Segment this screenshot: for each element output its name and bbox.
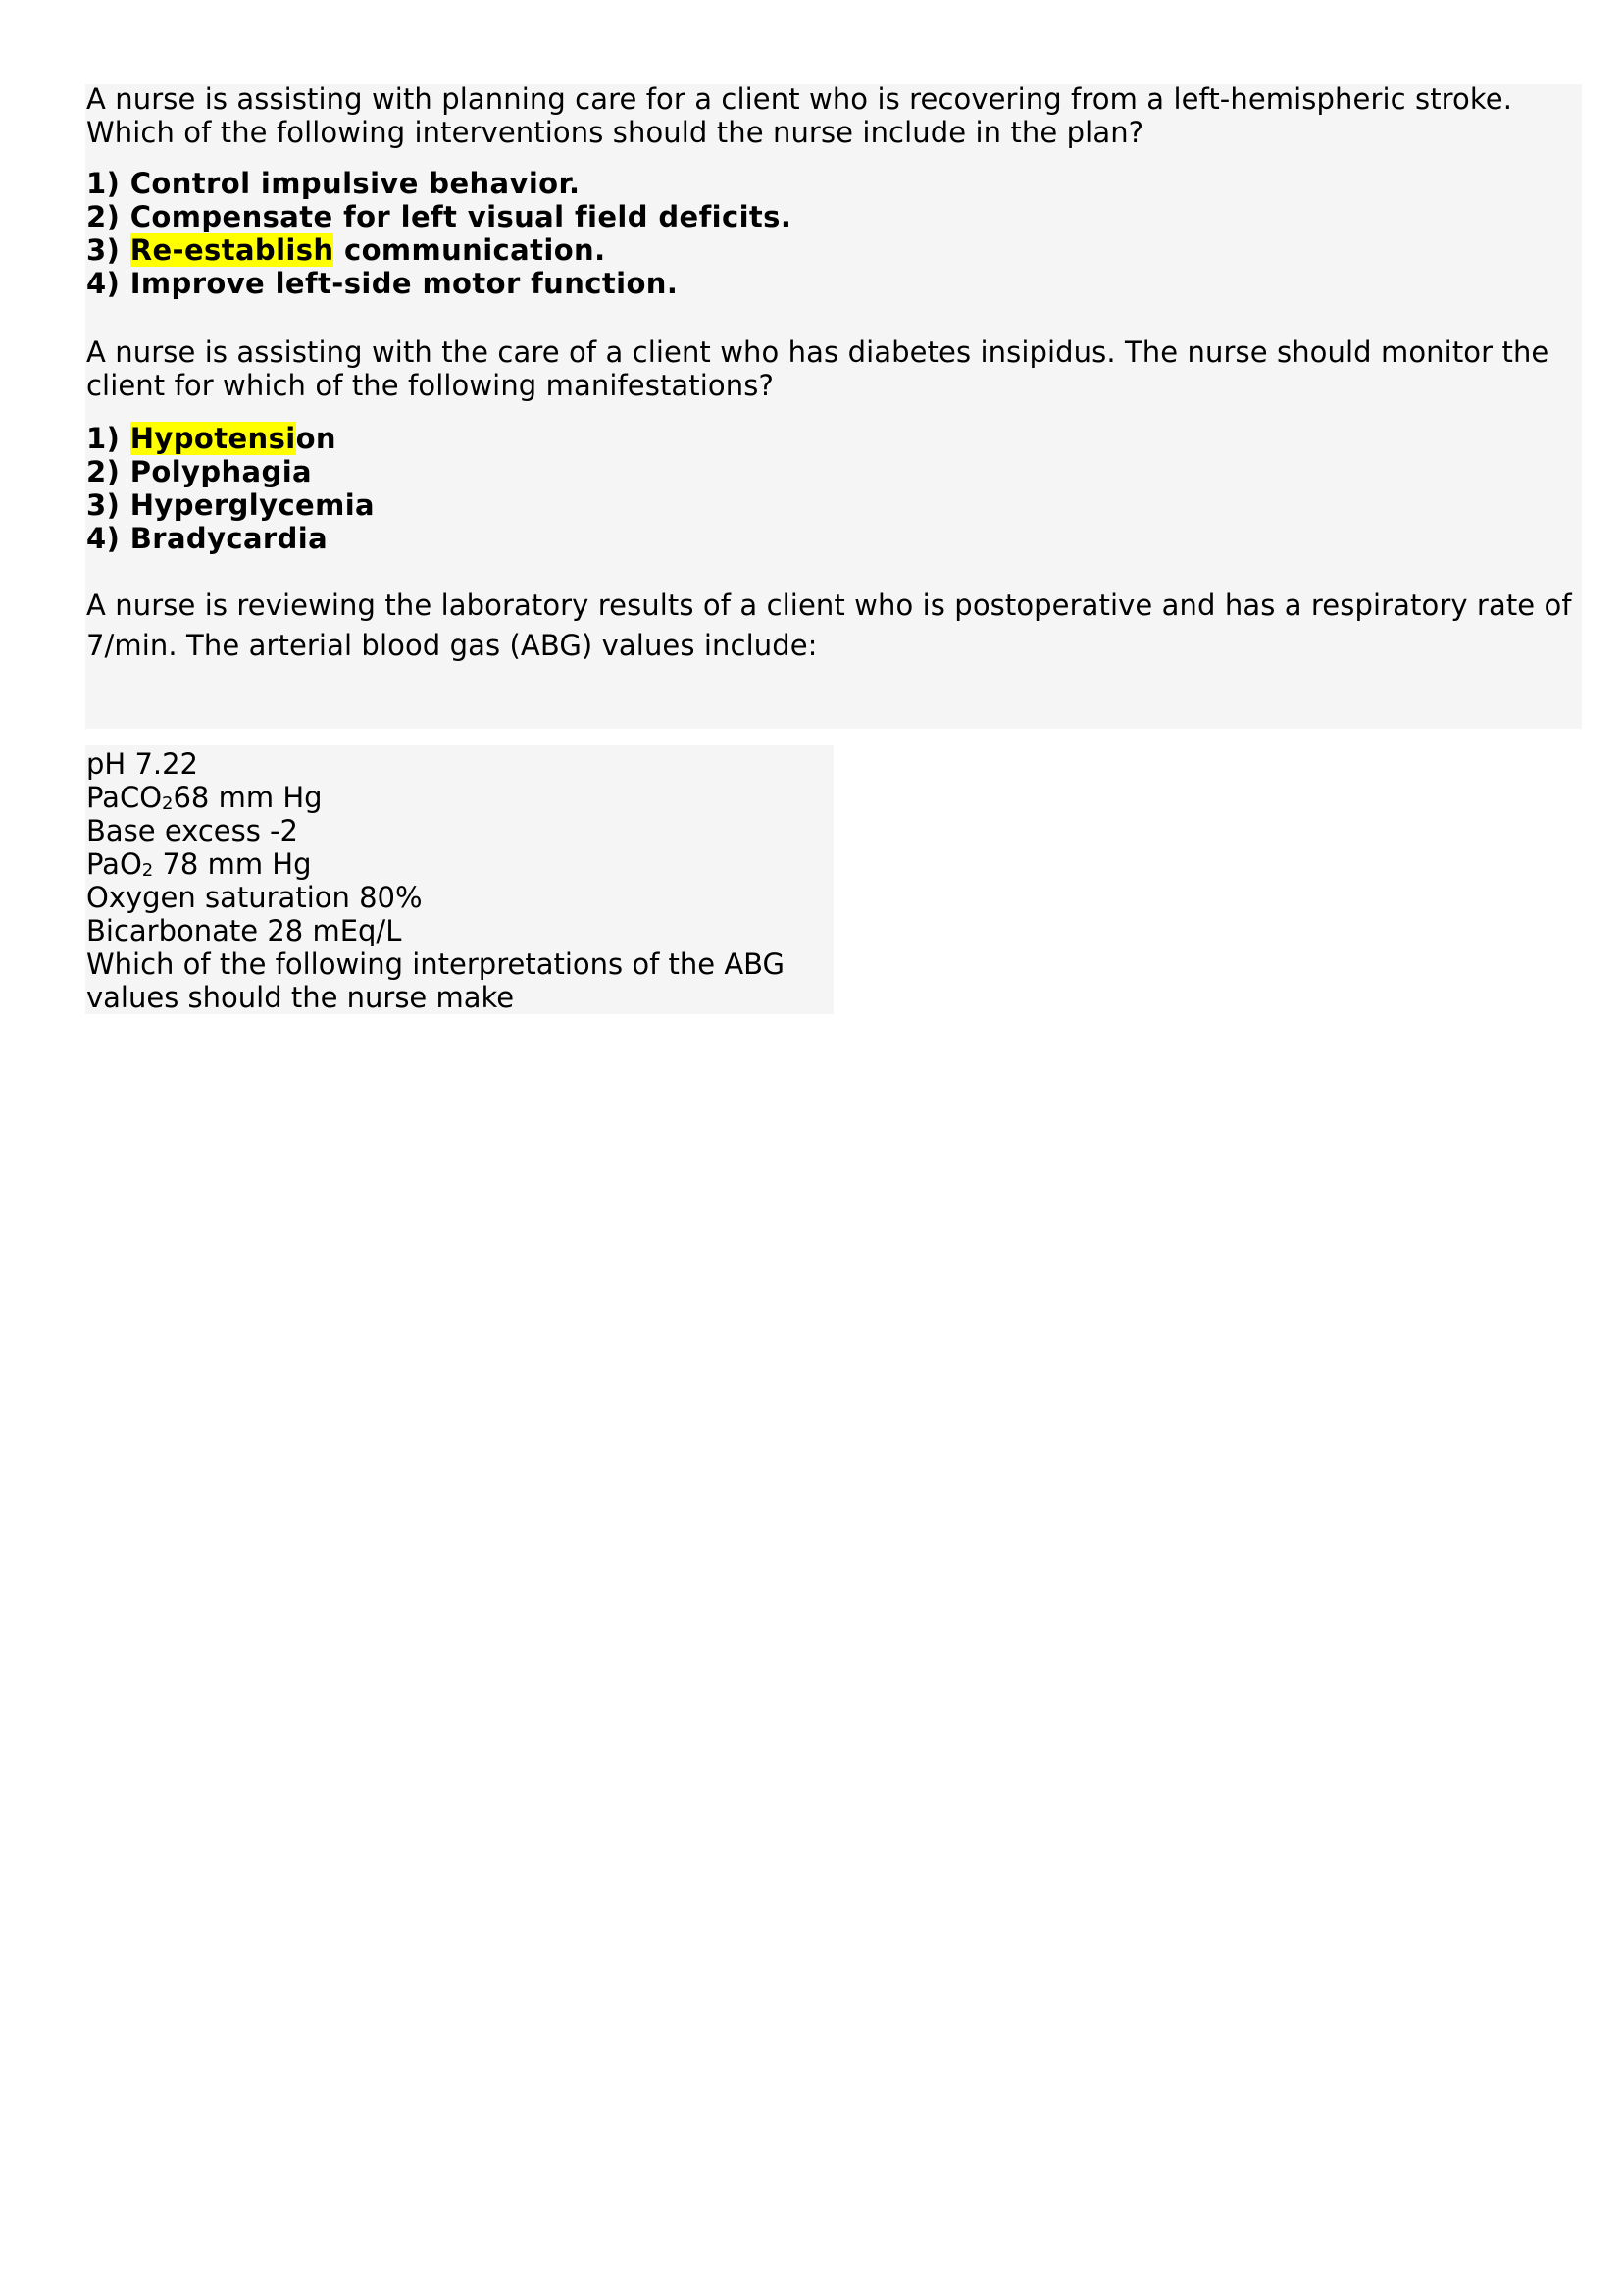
question-1-stem-line-2: Which of the following interventions should the nurse include in the plan? [86,116,1144,149]
abg-oxygen-saturation [86,881,423,914]
abg-label: Base excess [86,814,261,847]
abg-ph [86,747,198,781]
abg-subscript: 2 [162,793,174,814]
abg-subscript: 2 [141,860,154,881]
question-2-option-2[interactable] [86,455,312,488]
abg-label: PaO [86,847,142,881]
option-number: 1) [86,422,121,455]
question-1-stem-line-1: A nurse is assisting with planning care for a client who is recovering from a left-hemispheric stroke. [86,82,1513,116]
option-number: 3) [86,233,121,267]
option-text: Polyphagia [129,455,312,488]
question-1-option-2[interactable] [86,200,791,233]
question-2-option-3[interactable] [86,488,375,522]
question-1-option-4[interactable] [86,267,678,300]
abg-label: pH [86,747,127,781]
abg-value: 7.22 [134,747,199,781]
abg-base-excess [86,814,298,847]
option-number: 4) [86,522,121,555]
question-3-prompt-line-2: values should the nurse make [86,981,515,1014]
question-3-prompt-line-1: Which of the following interpretations of the ABG [86,947,786,981]
option-text: Improve left-side motor function. [129,267,679,300]
highlighted-text: Re-establish [129,233,334,267]
option-text: Bradycardia [129,522,329,555]
abg-value: 68 mm Hg [173,781,323,814]
option-text: Control impulsive behavior. [129,167,581,200]
highlighted-text: Hypotensi [129,422,296,455]
option-number: 3) [86,488,121,522]
abg-value: -2 [270,814,298,847]
question-2-option-4[interactable] [86,522,328,555]
abg-label: Bicarbonate [86,914,259,947]
question-2-stem-line-1: A nurse is assisting with the care of a client who has diabetes insipidus. The nurse should monitor the [86,335,1549,369]
question-3-stem-line-2: 7/min. The arterial blood gas (ABG) values include: [86,629,818,662]
option-text: communication. [333,233,606,267]
question-2-stem-line-2: client for which of the following manifestations? [86,369,774,402]
option-number: 2) [86,200,121,233]
abg-label: PaCO [86,781,163,814]
abg-value: 78 mm Hg [162,847,312,881]
question-1-option-3[interactable] [86,233,606,267]
abg-value: 80% [359,881,423,914]
question-1-option-1[interactable] [86,167,580,200]
option-text: Hyperglycemia [129,488,376,522]
option-number: 2) [86,455,121,488]
question-3-stem-line-1: A nurse is reviewing the laboratory results of a client who is postoperative and has a respiratory rate of [86,588,1572,622]
abg-label: Oxygen saturation [86,881,350,914]
abg-value: 28 mEq/L [267,914,402,947]
option-number: 1) [86,167,121,200]
option-number: 4) [86,267,121,300]
option-text: Compensate for left visual field deficits. [129,200,792,233]
abg-bicarbonate [86,914,401,947]
question-2-option-1[interactable] [86,422,336,455]
option-text: on [295,422,336,455]
